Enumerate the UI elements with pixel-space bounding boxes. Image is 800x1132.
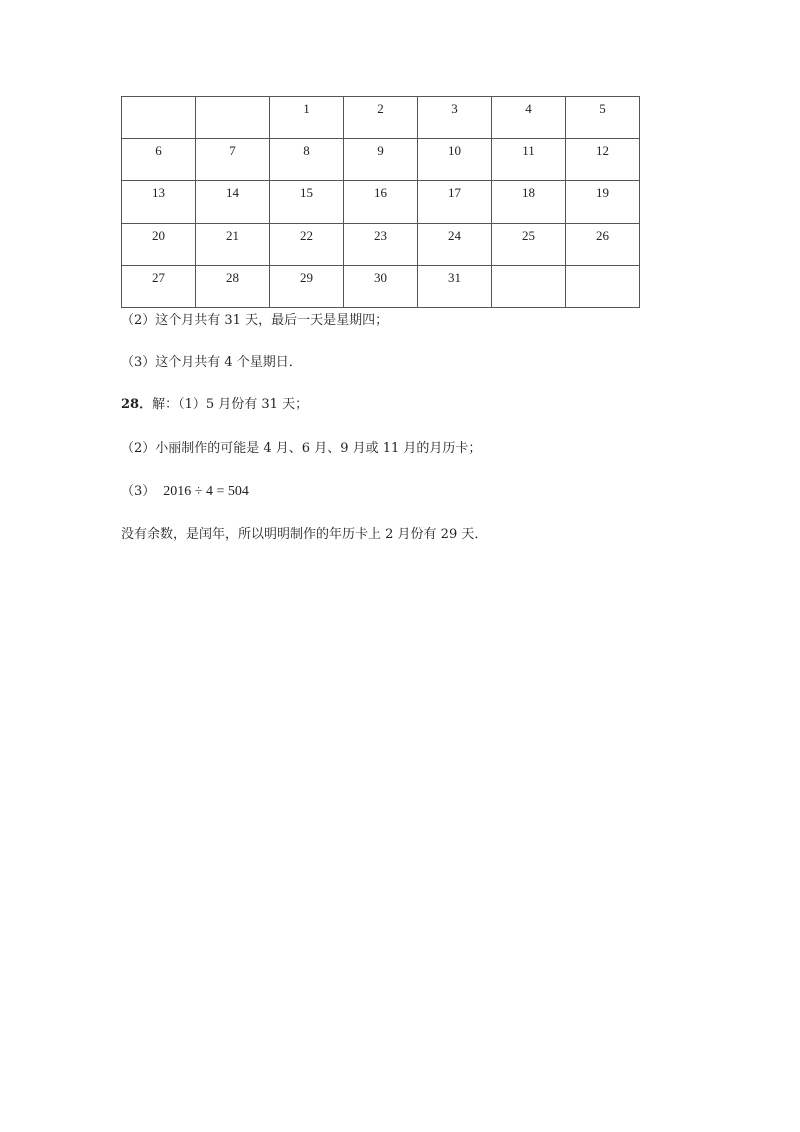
calendar-day-number: 24 xyxy=(448,227,461,243)
calendar-day-number: 21 xyxy=(226,227,239,243)
answer-28-conclusion: 没有余数，是闰年，所以明明制作的年历卡上 2 月份有 29 天． xyxy=(121,527,488,542)
calendar-day-number: 25 xyxy=(522,227,535,243)
calendar-day-number: 7 xyxy=(229,143,236,159)
calendar-table xyxy=(121,96,640,308)
calendar-row xyxy=(122,181,640,223)
calendar-day-number: 17 xyxy=(448,185,461,201)
calendar-day-number: 11 xyxy=(522,143,535,159)
calendar-cell xyxy=(344,181,418,223)
calendar-day-number xyxy=(196,97,269,102)
calendar-cell xyxy=(492,97,566,139)
answer-28-1: 解：（1）5 月份有 31 天； xyxy=(152,397,309,412)
calendar-cell xyxy=(196,223,270,265)
question-28-part-1 xyxy=(121,397,308,413)
calendar-cell xyxy=(566,223,640,265)
answer-28-2: （2）小丽制作的可能是 4 月、6 月、9 月或 11 月的月历卡； xyxy=(121,441,482,456)
calendar-day-number: 22 xyxy=(300,227,313,243)
calendar-cell xyxy=(344,139,418,181)
calendar-cell xyxy=(122,223,196,265)
calendar-cell xyxy=(566,265,640,307)
calendar-day-number: 13 xyxy=(152,185,165,201)
calendar-day-number: 23 xyxy=(374,227,387,243)
answer-28-3-formula: 2016 ÷ 4 = 504 xyxy=(163,484,249,499)
question-28-part-3 xyxy=(121,484,249,500)
calendar-day-number: 3 xyxy=(451,101,458,116)
answer-27-3: （3）这个月共有 4 个星期日． xyxy=(121,355,302,370)
calendar-day-number: 15 xyxy=(300,185,313,201)
calendar-cell xyxy=(270,181,344,223)
calendar-row xyxy=(122,139,640,181)
calendar-day-number xyxy=(122,97,195,102)
calendar-day-number: 6 xyxy=(155,143,162,159)
calendar-day-number: 10 xyxy=(448,143,461,159)
calendar-cell xyxy=(566,139,640,181)
calendar-cell xyxy=(196,139,270,181)
calendar-day-number: 8 xyxy=(303,143,310,159)
calendar-cell xyxy=(492,139,566,181)
calendar-cell xyxy=(122,265,196,307)
calendar-day-number: 31 xyxy=(448,269,461,285)
calendar-cell xyxy=(122,139,196,181)
calendar-cell xyxy=(344,265,418,307)
calendar-cell xyxy=(122,181,196,223)
calendar-cell xyxy=(270,223,344,265)
calendar-day-number: 12 xyxy=(596,143,609,159)
calendar-cell xyxy=(418,139,492,181)
calendar-cell xyxy=(566,97,640,139)
calendar-day-number: 2 xyxy=(377,101,384,116)
calendar-day-number: 29 xyxy=(300,269,313,285)
question-28-number: 28． xyxy=(121,397,153,412)
calendar-cell xyxy=(344,97,418,139)
calendar-cell xyxy=(492,181,566,223)
calendar-cell xyxy=(492,265,566,307)
calendar-day-number: 14 xyxy=(226,185,239,201)
calendar-row xyxy=(122,97,640,139)
calendar-row xyxy=(122,265,640,307)
calendar-cell xyxy=(566,181,640,223)
calendar-cell xyxy=(196,97,270,139)
calendar-body xyxy=(122,97,640,308)
calendar-day-number: 1 xyxy=(303,101,310,116)
calendar-cell xyxy=(270,139,344,181)
calendar-cell xyxy=(418,265,492,307)
calendar-cell xyxy=(418,97,492,139)
calendar-day-number: 19 xyxy=(596,185,609,201)
calendar-day-number xyxy=(566,266,639,271)
calendar-day-number: 27 xyxy=(152,269,165,285)
calendar-day-number xyxy=(492,266,565,271)
calendar-cell xyxy=(492,223,566,265)
calendar-day-number: 26 xyxy=(596,227,609,243)
calendar-day-number: 9 xyxy=(377,143,384,159)
answer-28-3-label: （3） xyxy=(121,484,156,499)
calendar-day-number: 20 xyxy=(152,227,165,243)
calendar-day-number: 16 xyxy=(374,185,387,201)
calendar-cell xyxy=(344,223,418,265)
calendar-day-number: 28 xyxy=(226,269,239,285)
calendar-cell xyxy=(270,97,344,139)
calendar-day-number: 4 xyxy=(525,101,532,116)
calendar-cell xyxy=(270,265,344,307)
calendar-day-number: 18 xyxy=(522,185,535,201)
calendar-row xyxy=(122,223,640,265)
answer-27-2: （2）这个月共有 31 天，最后一天是星期四； xyxy=(121,313,389,328)
calendar-cell xyxy=(196,265,270,307)
calendar-cell xyxy=(196,181,270,223)
calendar-day-number: 5 xyxy=(599,101,606,116)
calendar-cell xyxy=(418,181,492,223)
calendar-cell xyxy=(122,97,196,139)
calendar-day-number: 30 xyxy=(374,269,387,285)
calendar-cell xyxy=(418,223,492,265)
